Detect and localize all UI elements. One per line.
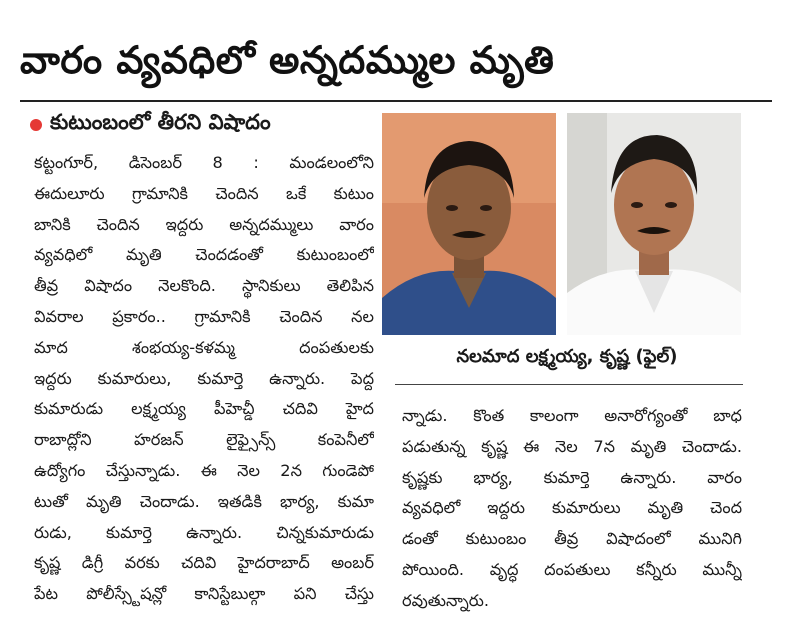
- subheading: [30, 110, 271, 140]
- text-line: ఇద్దరు కుమారులు, కుమార్తె ఉన్నారు. పెద్ద: [34, 368, 374, 388]
- text-line: మాద శంభయ్య-కళమ్మ దంపతులకు: [34, 337, 374, 357]
- subheading-text: కుటుంబంలో తీరని విషాదం: [50, 110, 271, 134]
- text-line: తీవ్ర విషాదం నెలకొంది. స్థానికులు తెలిపిన: [34, 276, 374, 296]
- text-line: రాబాద్లోని హరజన్ లైఫ్సైన్స్ కంపెనీలో: [34, 430, 374, 450]
- text-line: న్నాడు. కొంత కాలంగా అనారోగ్యంతో బాధ: [402, 406, 742, 425]
- text-line: కృష్ణ డిగ్రీ వరకు చదివి హైదరాబాద్ అంబర్: [34, 553, 374, 573]
- headline-divider: [20, 100, 772, 102]
- text-line: పడుతున్న కృష్ణ ఈ నెల 7న మృతి చెందాడు.: [402, 436, 742, 456]
- text-line: వ్యవధిలో ఇద్దరు కుమారులు మృతి చెంద: [402, 498, 742, 518]
- portrait-image: [567, 113, 741, 335]
- text-line: వ్యవధిలో మృతి చెందడంతో కుటుంబంలో: [34, 245, 374, 265]
- portrait-image: [382, 113, 556, 335]
- photo-krishna: [567, 113, 741, 335]
- article-column-left: [34, 148, 374, 610]
- text-line: టుతో మృతి చెందాడు. ఇతడికి భార్య, కుమా: [34, 491, 374, 511]
- text-line: డంతో కుటుంబం తీవ్ర విషాదంలో మునిగి: [402, 529, 742, 549]
- text-line: రుడు, కుమార్తె ఉన్నారు. చిన్నకుమారుడు: [34, 522, 374, 542]
- headline: వారం వ్యవధిలో అన్నదమ్ముల మృతి: [20, 38, 555, 82]
- text-line: కట్టంగూర్, డిసెంబర్ 8 : మండలంలోని: [34, 153, 374, 172]
- text-line: ఉద్యోగం చేస్తున్నాడు. ఈ నెల 2న గుండెపో: [34, 460, 374, 480]
- photo-caption: నలమాద లక్ష్మయ్య, కృష్ణ (ఫైల్): [456, 346, 678, 367]
- text-line: ఈదులూరు గ్రామానికి చెందిన ఒకే కుటుం: [34, 183, 374, 203]
- text-line: పోయింది. వృద్ధ దంపతులు కన్నీరు మున్నీ: [402, 559, 742, 579]
- text-line: కుమారుడు లక్ష్మయ్య పీహెచ్డీ చదివి హైద: [34, 399, 374, 419]
- red-bullet-icon: [30, 119, 42, 131]
- photo-lakshmaiah: [382, 113, 556, 335]
- text-line: బానికి చెందిన ఇద్దరు అన్నదమ్ములు వారం: [34, 214, 374, 234]
- text-line: రవుతున్నారు.: [402, 590, 490, 610]
- text-line: వివరాల ప్రకారం.. గ్రామానికి చెందిన నల: [34, 306, 374, 326]
- article-column-right: [402, 401, 742, 617]
- caption-divider: [395, 384, 743, 385]
- text-line: పేట పోలీస్స్టేషన్లో కానిస్టేబుల్గా పని చేస్తు: [34, 584, 374, 604]
- text-line: కృష్ణకు భార్య, కుమార్తె ఉన్నారు. వారం: [402, 467, 742, 487]
